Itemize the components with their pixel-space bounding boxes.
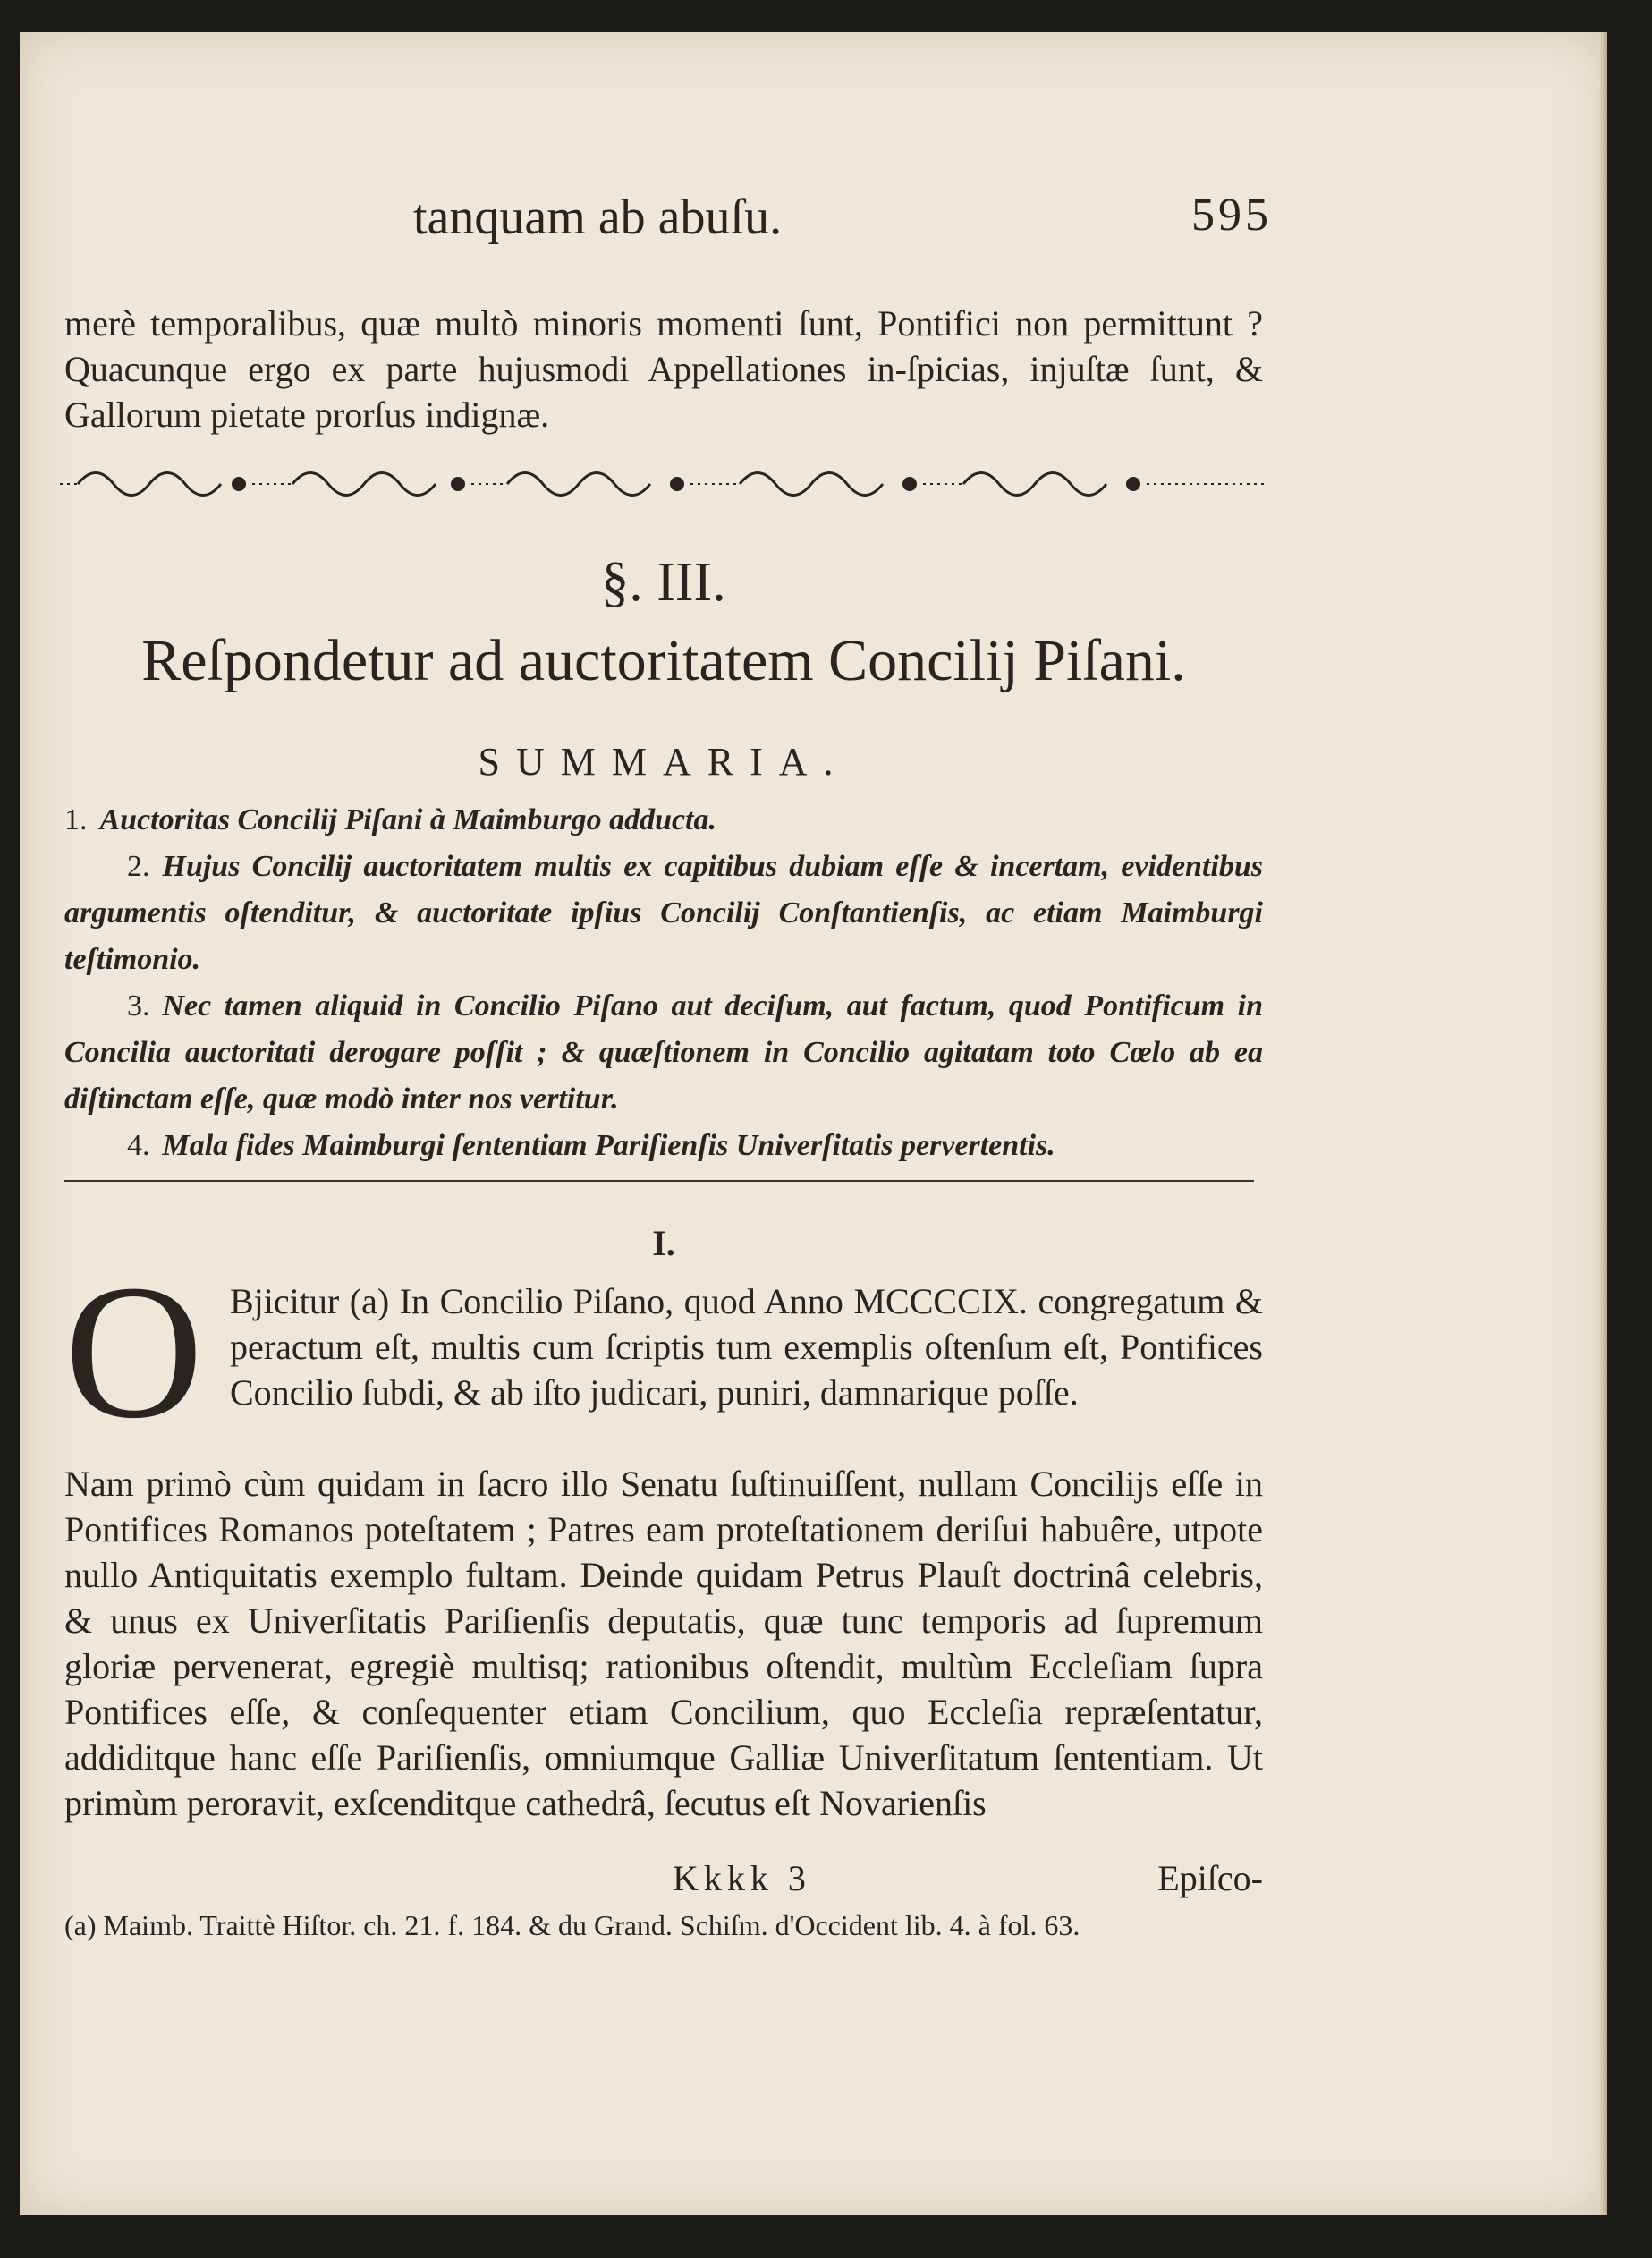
summaria-item (64, 1123, 1263, 1169)
summaria-item (64, 797, 1263, 844)
summaria-item-text: Nec tamen aliquid in Concilio Piſano aut deciſum, aut factum, quod Pontificum in Concilia auctoritati derogare poſſit ; & quæſtionem in Concilio agitatam toto Cœlo ab ea diſtinctam eſſe, quæ modò inter nos vertitur. (64, 989, 1263, 1116)
running-title: tanquam ab abuſu. (413, 190, 783, 245)
page-footer-marks (64, 1857, 1263, 1904)
summaria-item-text: Mala fides Maimburgi ſententiam Pariſienſis Univerſitatis pervertentis. (162, 1129, 1055, 1162)
summaria-item (64, 983, 1263, 1123)
page-edge (1600, 32, 1607, 2215)
summaria-item-text: Auctoritas Concilij Piſani à Maimburgo adducta. (99, 803, 717, 836)
drop-capital: O (64, 1244, 204, 1458)
body-paragraph-opening: Bjicitur (a) In Concilio Piſano, quod Anno MCCCCIX. congregatum & peractum eſt, multis cum ſcriptis tum exemplis oſtenſum eſt, Pontifices Concilio ſubdi, & ab iſto judicari, puniri, damnarique poſſe. (230, 1281, 1263, 1413)
summaria-item-number: 2. (127, 850, 150, 883)
page-header (413, 189, 1272, 278)
summaria-item (64, 844, 1263, 983)
continuation-paragraph: merè temporalibus, quæ multò minoris momenti ſunt, Pontifici non permittunt ? Quacunque ergo ex parte hujusmodi Appellationes in-ſpicias, injuſtæ ſunt, & Gallorum pietate prorſus indignæ. (64, 303, 1263, 435)
signature-mark: Kkkk 3 (673, 1858, 811, 1898)
summaria-heading: SUMMARIA. (478, 740, 850, 784)
horizontal-rule (64, 1180, 1254, 1182)
summaria-item-number: 3. (127, 989, 150, 1023)
footnote: (a) Maimb. Traittè Hiſtor. ch. 21. f. 184. & du Grand. Schiſm. d'Occident lib. 4. à fol. 63. (64, 1909, 1080, 1941)
summaria-item-number: 1. (64, 803, 88, 836)
page-number: 595 (1191, 190, 1272, 241)
catchword: Epiſco- (1157, 1858, 1263, 1898)
summaria-item-text: Hujus Concilij auctoritatem multis ex capitibus dubiam eſſe & incertam, evidentibus argumentis oſtenditur, & auctoritate ipſius Concilij Conſtantienſis, ac etiam Maimburgi teſtimonio. (64, 850, 1263, 976)
section-number: §. III. (601, 552, 726, 613)
body-paragraph: Nam primò cùm quidam in ſacro illo Senatu ſuſtinuiſſent, nullam Concilijs eſſe in Pontifices Romanos poteſtatem ; Patres eam proteſtationem deriſui habuêre, utpote nullo Antiquitatis exemplo fultam. Deinde quidam Petrus Plauſt doctrinâ celebris, & unus ex Univerſitatis Pariſienſis deputatis, quæ tunc temporis ad ſupremum gloriæ pervenerat, egregiè multisq; rationibus oſtendit, multùm Eccleſiam ſupra Pontifices eſſe, & conſequenter etiam Concilium, quo Eccleſia repræſentatur, addiditque hanc eſſe Pariſienſis, omniumque Galliæ Univerſitatum ſententiam. Ut primùm peroravit, exſcenditque cathedrâ, ſecutus eſt Novarienſis (64, 1464, 1263, 1823)
book-page (20, 32, 1607, 2215)
section-title: Reſpondetur ad auctoritatem Concilij Piſani. (141, 628, 1186, 693)
summaria-list (64, 797, 1263, 1169)
subsection-number: I. (652, 1223, 675, 1263)
ornamental-divider (60, 457, 1267, 511)
summaria-item-number: 4. (127, 1129, 150, 1162)
